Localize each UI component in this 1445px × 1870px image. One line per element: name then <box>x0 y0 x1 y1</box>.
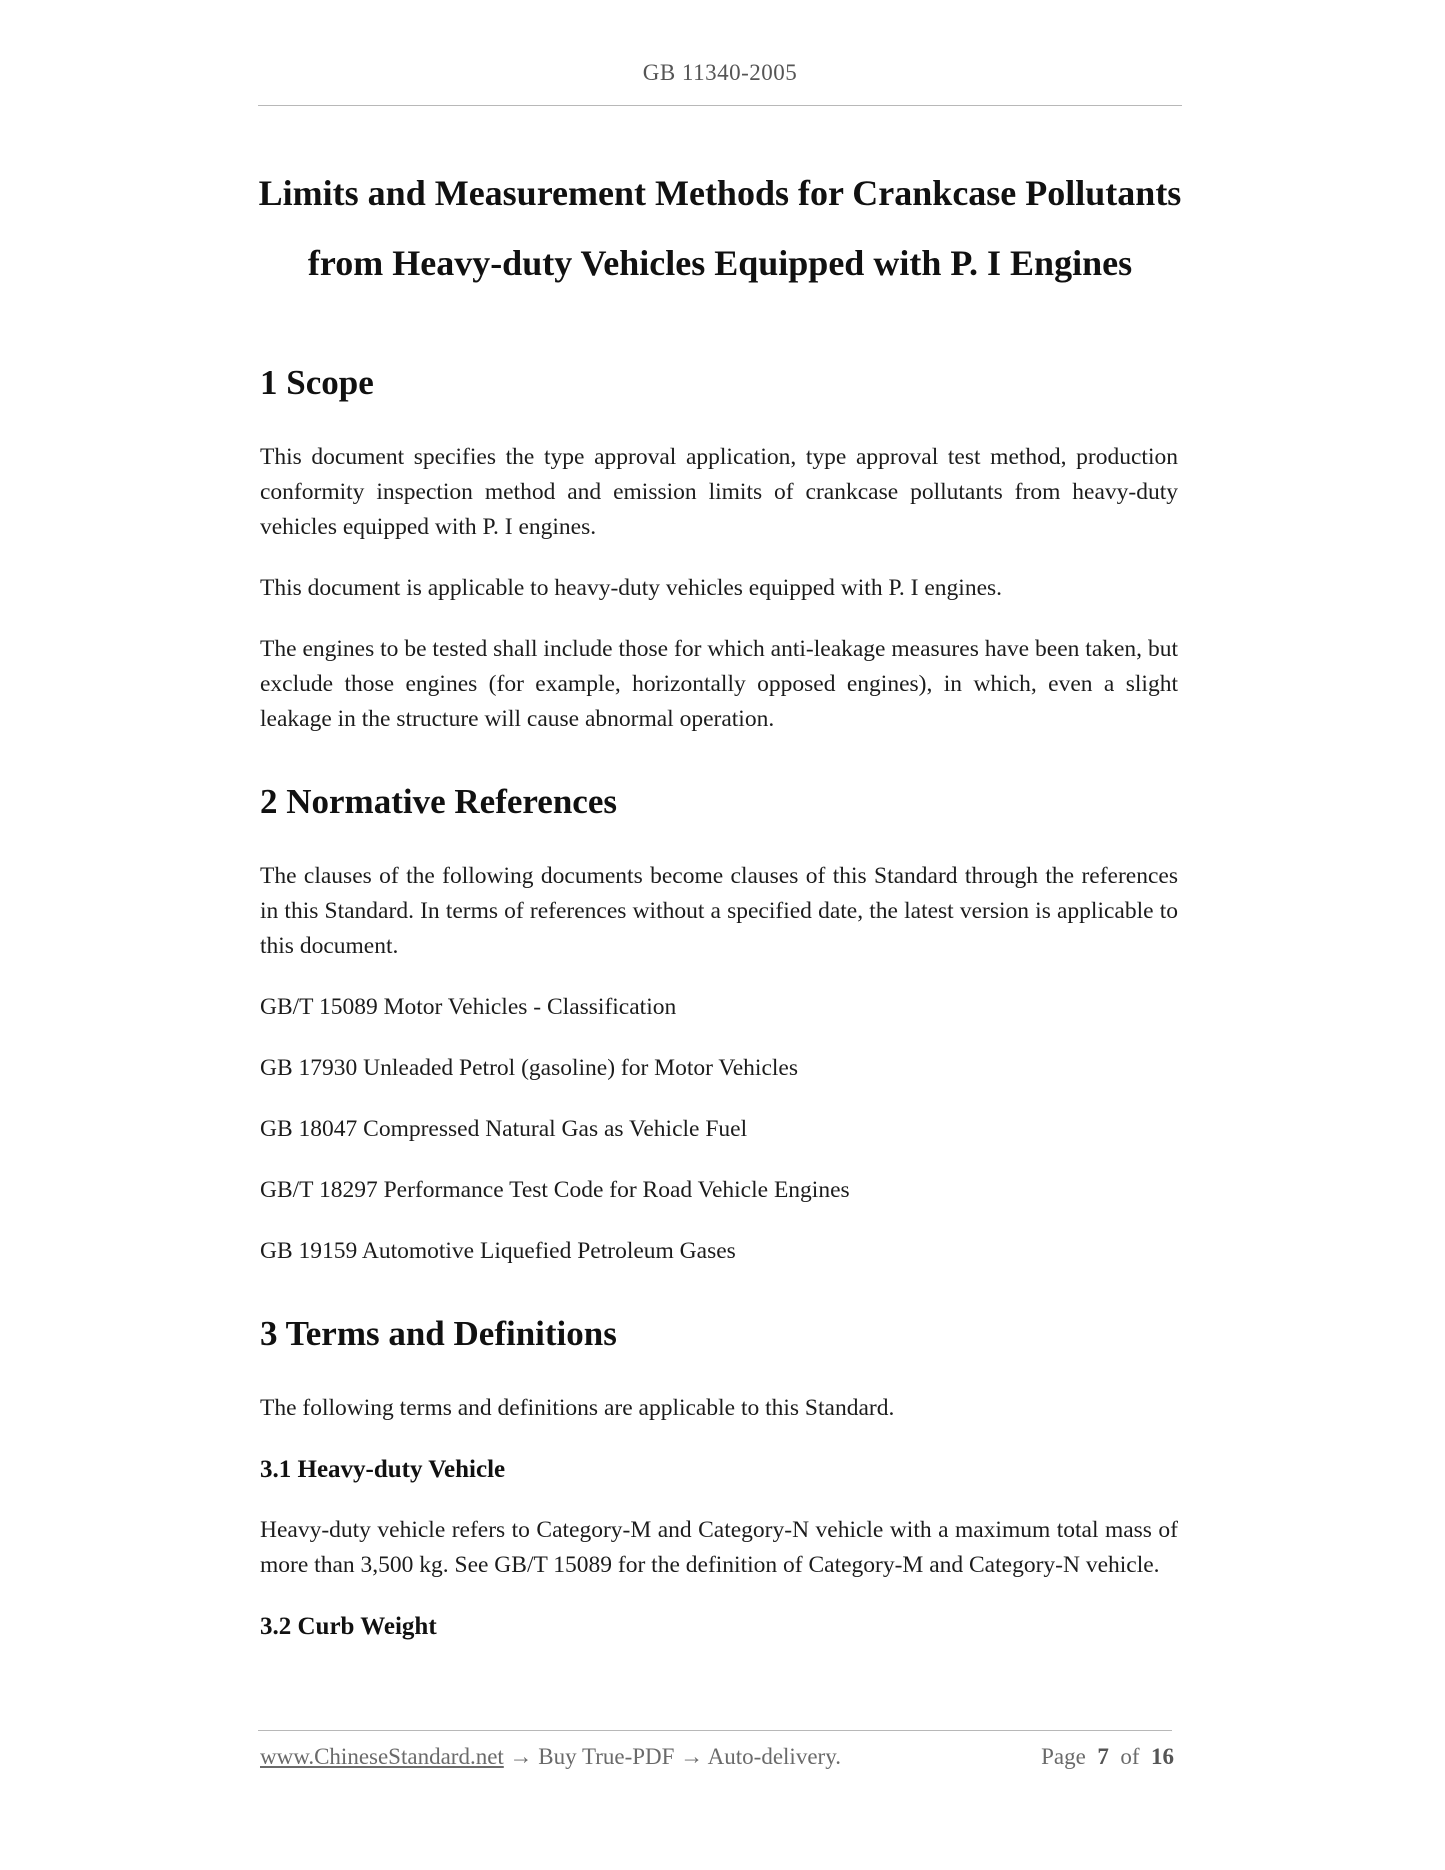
header-divider <box>258 105 1182 106</box>
scope-paragraph-1: This document specifies the type approval application, type approval test method, production conformity inspection method and emission limits of crankcase pollutants from heavy-duty vehicles equipped with P. I engines. <box>260 444 1178 540</box>
of-label: of <box>1120 1744 1140 1769</box>
site-link[interactable]: www.ChineseStandard.net <box>260 1744 504 1769</box>
total-page-number: 16 <box>1151 1744 1174 1769</box>
page-number <box>1041 1744 1174 1770</box>
heavy-duty-vehicle-definition: Heavy-duty vehicle refers to Category-M and Category-N vehicle with a maximum total mass of more than 3,500 kg. See GB/T 15089 for the definition of Category-M and Category-N vehicle. <box>260 1517 1178 1578</box>
reference-item: GB/T 18297 Performance Test Code for Road Vehicle Engines <box>260 1177 850 1203</box>
scope-paragraph-2: This document is applicable to heavy-duty vehicles equipped with P. I engines. <box>260 575 1003 601</box>
arrow-right-icon: → <box>509 1744 533 1769</box>
scope-paragraph-3: The engines to be tested shall include those for which anti-leakage measures have been taken, but exclude those engines (for example, horizontally opposed engines), in which, even a slight leakage in the structure will cause abnormal operation. <box>260 636 1178 732</box>
reference-item: GB/T 15089 Motor Vehicles - Classification <box>260 994 677 1020</box>
footer-promo <box>260 1744 841 1770</box>
terms-intro-paragraph: The following terms and definitions are applicable to this Standard. <box>260 1395 895 1421</box>
normative-intro-paragraph: The clauses of the following documents become clauses of this Standard through the references in this Standard. In terms of references without a specified date, the latest version is applicable to this document. <box>260 863 1178 959</box>
page-label: Page <box>1041 1744 1086 1769</box>
reference-item: GB 18047 Compressed Natural Gas as Vehicle Fuel <box>260 1116 748 1142</box>
title-line-1: Limits and Measurement Methods for Crankcase Pollutants <box>258 173 1182 213</box>
reference-item: GB 17930 Unleaded Petrol (gasoline) for Motor Vehicles <box>260 1055 798 1081</box>
document-title <box>240 158 1200 298</box>
section-heading-scope: 1 Scope <box>260 363 374 402</box>
buy-true-pdf-text: Buy True-PDF <box>538 1744 675 1769</box>
reference-item: GB 19159 Automotive Liquefied Petroleum Gases <box>260 1238 736 1264</box>
running-header: GB 11340-2005 <box>642 60 798 85</box>
current-page-number: 7 <box>1097 1744 1109 1769</box>
arrow-right-icon: → <box>680 1744 704 1769</box>
title-line-2: from Heavy-duty Vehicles Equipped with P. I Engines <box>307 243 1133 283</box>
document-body <box>260 360 1178 1670</box>
section-heading-terms-definitions: 3 Terms and Definitions <box>260 1314 617 1353</box>
subsection-heading-curb-weight: 3.2 Curb Weight <box>260 1613 437 1640</box>
section-heading-normative-references: 2 Normative References <box>260 782 617 821</box>
auto-delivery-text: Auto-delivery. <box>707 1744 841 1769</box>
footer-divider <box>258 1730 1172 1731</box>
subsection-heading-heavy-duty-vehicle: 3.1 Heavy-duty Vehicle <box>260 1456 506 1483</box>
